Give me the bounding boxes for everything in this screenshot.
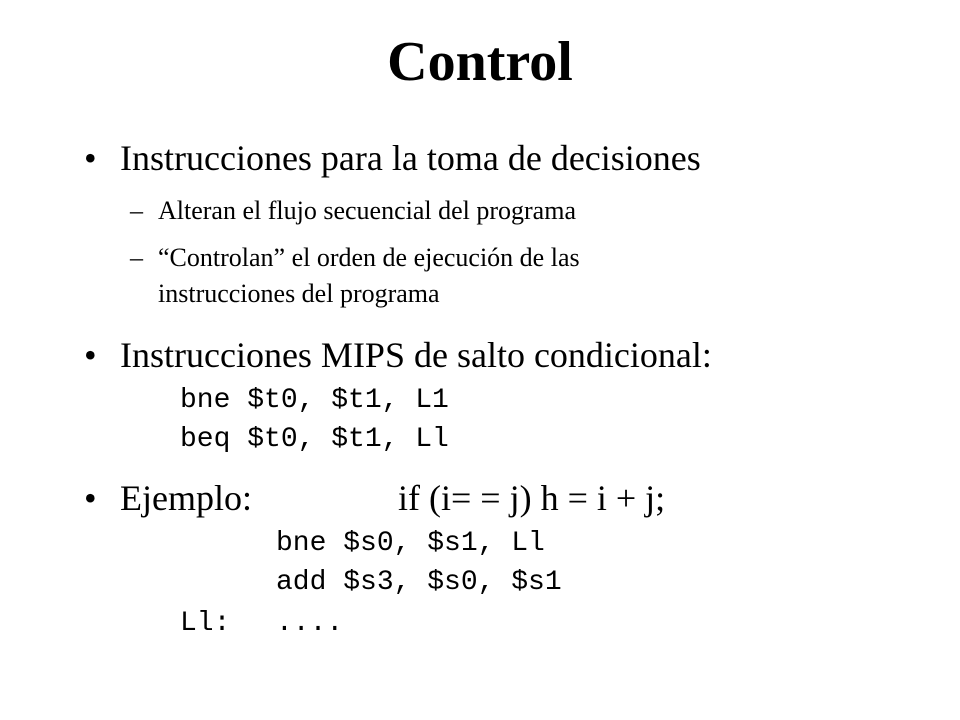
code-line-beq: beq $t0, $t1, Ll (180, 424, 449, 455)
dash-marker: – (130, 196, 143, 225)
slide-title: Control (387, 31, 573, 93)
example-code-label: Ll: (180, 608, 231, 639)
example-code-bne: bne $s0, $s1, Ll (276, 528, 545, 559)
bullet-decisions: Instrucciones para la toma de decisiones (120, 138, 701, 178)
subitem-alter-flow: Alteran el flujo secuencial del programa (158, 196, 576, 225)
code-line-bne: bne $t0, $t1, L1 (180, 385, 449, 416)
bullet-example: Ejemplo: (120, 478, 252, 518)
bullet-marker: • (84, 138, 97, 178)
bullet-mips-branch: Instrucciones MIPS de salto condicional: (120, 335, 712, 375)
bullet-marker: • (84, 478, 97, 518)
example-code-ellipsis: .... (276, 608, 344, 639)
subitem-control-order-cont: instrucciones del programa (158, 279, 440, 308)
subitem-control-order: “Controlan” el orden de ejecución de las (158, 243, 580, 272)
example-expression: if (i= = j) h = i + j; (398, 478, 666, 518)
dash-marker: – (130, 243, 143, 272)
bullet-marker: • (84, 335, 97, 375)
example-code-add: add $s3, $s0, $s1 (276, 567, 562, 598)
